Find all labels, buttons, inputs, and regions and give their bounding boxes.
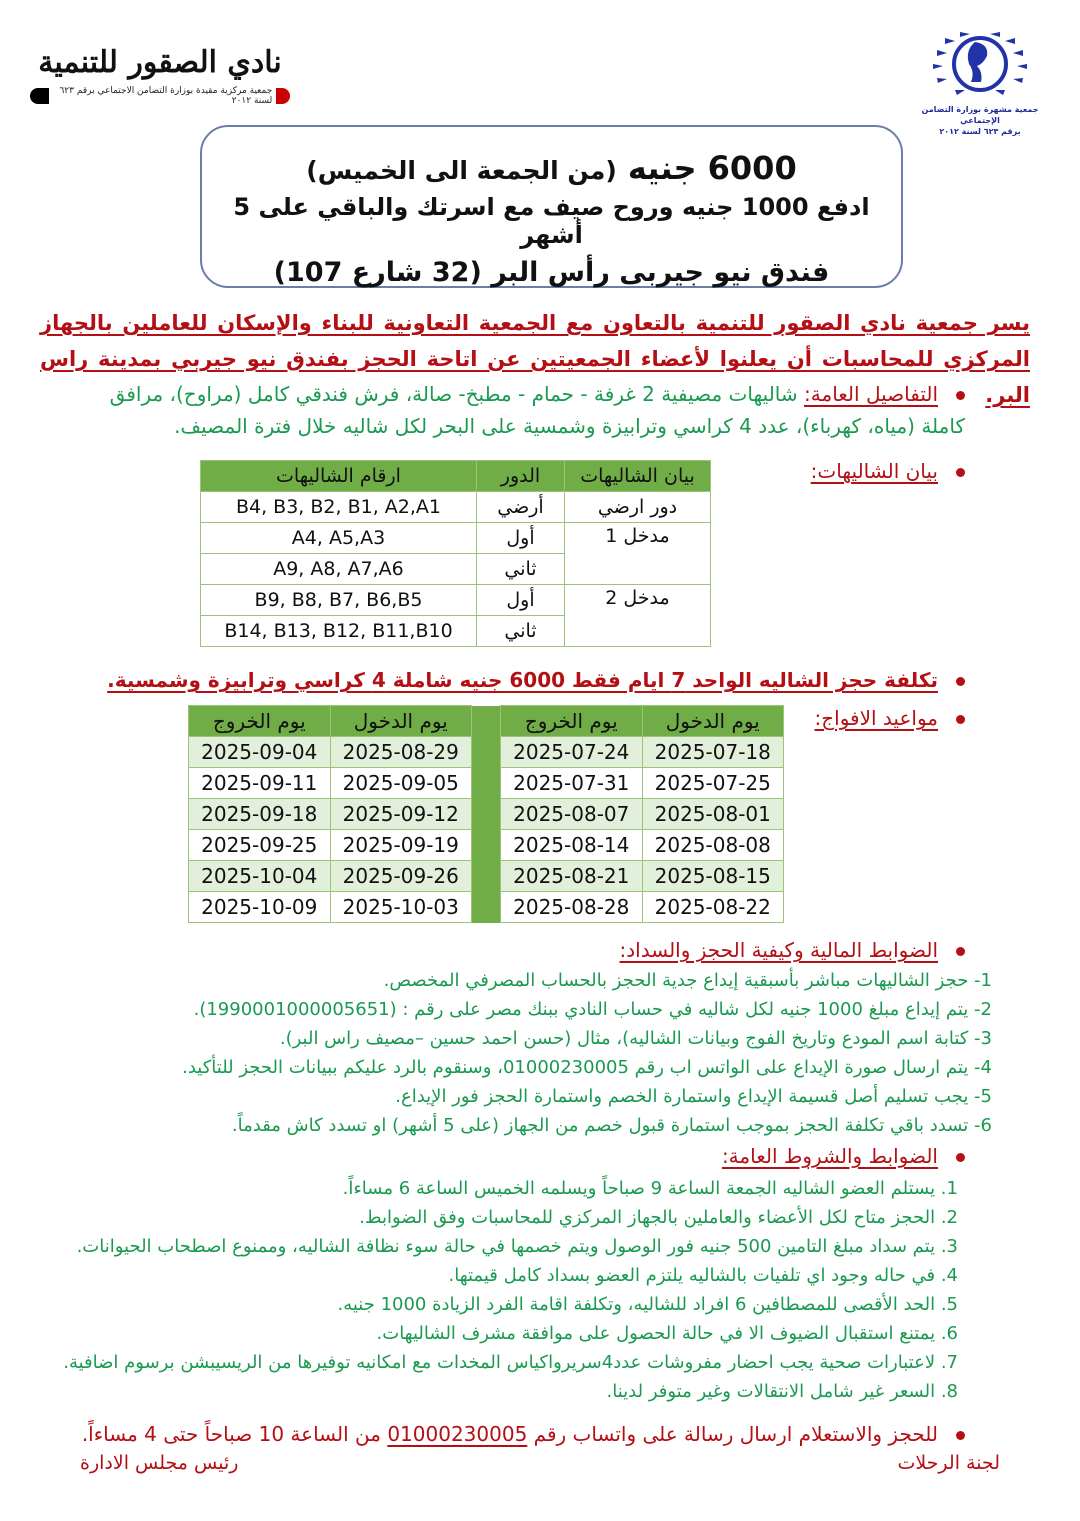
period: (من الجمعة الى الخميس) xyxy=(306,156,617,185)
gap-column xyxy=(472,892,501,923)
list-item: 1- حجز الشاليهات مباشر بأسبقية إيداع جدية الحجز بالحساب المصرفي المخصص. xyxy=(383,970,992,991)
emblem-caption-1: جمعية مشهرة بوزارة التضامن الإجتماعي xyxy=(921,105,1039,125)
signature-board-chairman: رئيس مجلس الادارة xyxy=(80,1452,239,1474)
table-row xyxy=(201,523,711,554)
table-row xyxy=(189,830,784,861)
list-item: 3- كتابة اسم المودع وتاريخ الفوج وبيانات الشاليه)، مثال (حسن احمد حسين –مصيف راس البر). xyxy=(279,1028,992,1049)
date-cell: 2025-09-26 xyxy=(330,861,472,892)
chalets-table xyxy=(200,460,711,647)
contact-line xyxy=(82,1418,965,1450)
contact-text: للحجز والاستعلام ارسال رسالة على واتساب رقم xyxy=(527,1422,938,1446)
date-cell: 2025-07-31 xyxy=(501,768,643,799)
bullet-icon xyxy=(956,1431,965,1440)
logo-subtitle-text: جمعية مركزية مقيدة بوزارة التضامن الاجتماعي برقم ٦٢٣ لسنة ٢٠١٢ xyxy=(59,86,273,106)
gap-column xyxy=(472,861,501,892)
offer-header-box xyxy=(200,125,903,288)
club-logo-subtitle xyxy=(30,86,290,106)
payment-line: ادفع 1000 جنيه وروح صيف مع اسرتك والباقي على 5 أشهر xyxy=(233,193,870,249)
cell: أول xyxy=(477,523,565,554)
cell: أرضي xyxy=(477,492,565,523)
table-row xyxy=(189,861,784,892)
general-details xyxy=(105,378,965,442)
cell: A9, A8, A7,A6 xyxy=(201,554,477,585)
date-cell: 2025-08-08 xyxy=(642,830,784,861)
intro-paragraph: يسر جمعية نادي الصقور للتنمية بالتعاون مع الجمعية التعاونية للبناء والإسكان للعاملين بالجهاز المركزي للمحاسبات أن يعلنوا لأعضاء الجمعيتين عن اتاحة الحجز بفندق نيو جيربي بمدينة راس البر. xyxy=(40,311,1030,407)
date-cell: 2025-09-12 xyxy=(330,799,472,830)
table-row xyxy=(189,768,784,799)
list-item: 3. يتم سداد مبلغ التامين 500 جنيه فور الوصول ويتم خصمها في حالة سوء نظافة الشاليه، وممنوع اصطحاب الحيوانات. xyxy=(76,1236,958,1257)
chalets-heading xyxy=(811,455,965,487)
list-item: 8. السعر غير شامل الانتقالات وغير متوفر لدينا. xyxy=(606,1381,958,1402)
cell: ثاني xyxy=(477,616,565,647)
date-cell: 2025-09-11 xyxy=(189,768,331,799)
col-header: الدور xyxy=(477,461,565,492)
cost-line xyxy=(107,664,965,696)
gap-column xyxy=(472,768,501,799)
whatsapp-number: 01000230005 xyxy=(387,1422,528,1446)
list-item: 1. يستلم العضو الشاليه الجمعة الساعة 9 صباحاً ويسلمه الخميس الساعة 6 مساءاً. xyxy=(342,1178,958,1199)
table-row xyxy=(201,585,711,616)
terms-list xyxy=(63,1174,958,1406)
cell: B14, B13, B12, B11,B10 xyxy=(201,616,477,647)
date-cell: 2025-08-29 xyxy=(330,737,472,768)
date-cell: 2025-08-01 xyxy=(642,799,784,830)
cell: مدخل 1 xyxy=(565,523,711,585)
date-cell: 2025-09-18 xyxy=(189,799,331,830)
date-cell: 2025-07-24 xyxy=(501,737,643,768)
financial-heading xyxy=(620,934,965,966)
terms-label: الضوابط والشروط العامة: xyxy=(721,1144,938,1168)
cell: ثاني xyxy=(477,554,565,585)
signature-trips-committee: لجنة الرحلات xyxy=(897,1452,1000,1474)
contact-hours: من الساعة 10 صباحاً حتى 4 مساءاً. xyxy=(81,1422,388,1446)
list-item: 2- يتم إيداع مبلغ 1000 جنيه لكل شاليه في حساب النادي ببنك مصر على رقم : (1990001000005651). xyxy=(193,999,992,1020)
gap-column xyxy=(472,799,501,830)
bullet-icon xyxy=(956,468,965,477)
cell: B4, B3, B2, B1, A2,A1 xyxy=(201,492,477,523)
hotel-line: فندق نيو جيربى رأس البر (32 شارع 107) xyxy=(273,257,830,288)
bullet-icon xyxy=(956,947,965,956)
general-details-label: التفاصيل العامة: xyxy=(804,382,938,406)
col-header: بيان الشاليهات xyxy=(565,461,711,492)
list-item: 4. في حاله وجود اي تلفيات بالشاليه يلتزم العضو بسداد كامل قيمتها. xyxy=(448,1265,958,1286)
club-logo-name: نادي الصقور للتنمية xyxy=(38,45,282,80)
logo-red-shape xyxy=(276,88,290,104)
date-cell: 2025-10-09 xyxy=(189,892,331,923)
date-cell: 2025-09-05 xyxy=(330,768,472,799)
date-cell: 2025-09-04 xyxy=(189,737,331,768)
bullet-icon xyxy=(956,677,965,686)
date-cell: 2025-10-04 xyxy=(189,861,331,892)
list-item: 6. يمتنع استقبال الضيوف الا في حالة الحصول على موافقة مشرف الشاليهات. xyxy=(376,1323,958,1344)
chalets-label: بيان الشاليهات: xyxy=(810,459,938,483)
emblem-caption-2: برقم ٦٢٣ لسنة ٢٠١٢ xyxy=(939,127,1021,136)
general-details-text: شاليهات مصيفية 2 غرفة - حمام - مطبخ- صالة، فرش فندقي كامل (مراوح)، مرافق كاملة (مياه، كهرباء)، عدد 4 كراسي وترابيزة وشمسية على البحر لكل شاليه خلال فترة المصيف. xyxy=(109,382,965,438)
col-header: يوم الخروج xyxy=(189,706,331,737)
cell: أول xyxy=(477,585,565,616)
list-item: 4- يتم ارسال صورة الإيداع على الواتس اب رقم 01000230005، وسنقوم بالرد عليكم ببيانات الحجز للتأكيد. xyxy=(182,1057,992,1078)
gap-column xyxy=(472,706,501,737)
table-row xyxy=(189,892,784,923)
club-logo xyxy=(30,45,290,125)
cell: B9, B8, B7, B6,B5 xyxy=(201,585,477,616)
cell: مدخل 2 xyxy=(565,585,711,647)
table-row xyxy=(201,492,711,523)
list-item: 7. لاعتبارات صحية يجب احضار مفروشات عدد4سريرواكياس المخدات مع امكانيه توفيرها من الريسيبشن برسوم اضافية. xyxy=(63,1352,958,1373)
batches-heading xyxy=(815,702,966,734)
date-cell: 2025-07-18 xyxy=(642,737,784,768)
eagle-emblem-logo xyxy=(905,28,1055,136)
financial-list xyxy=(182,966,992,1140)
date-cell: 2025-08-07 xyxy=(501,799,643,830)
cell: دور ارضي xyxy=(565,492,711,523)
date-cell: 2025-09-19 xyxy=(330,830,472,861)
bullet-icon xyxy=(956,1153,965,1162)
batches-table xyxy=(188,705,784,923)
price: 6000 جنيه xyxy=(627,149,797,187)
list-item: 6- تسدد باقي تكلفة الحجز بموجب استمارة قبول خصم من الجهاز (على 5 أشهر) او تسدد كاش مقدماً. xyxy=(231,1115,992,1136)
terms-heading xyxy=(722,1140,965,1172)
financial-label: الضوابط المالية وكيفية الحجز والسداد: xyxy=(619,938,938,962)
col-header: ارقام الشاليهات xyxy=(201,461,477,492)
col-header: يوم الدخول xyxy=(642,706,784,737)
date-cell: 2025-08-28 xyxy=(501,892,643,923)
list-item: 5- يجب تسليم أصل قسيمة الإيداع واستمارة الخصم واستمارة الحجز فور الإيداع. xyxy=(395,1086,992,1107)
gap-column xyxy=(472,830,501,861)
date-cell: 2025-08-22 xyxy=(642,892,784,923)
date-cell: 2025-08-21 xyxy=(501,861,643,892)
list-item: 2. الحجز متاح لكل الأعضاء والعاملين بالجهاز المركزي للمحاسبات وفق الضوابط. xyxy=(359,1207,958,1228)
table-row xyxy=(189,737,784,768)
table-row xyxy=(189,799,784,830)
date-cell: 2025-08-14 xyxy=(501,830,643,861)
bullet-icon xyxy=(956,715,965,724)
date-cell: 2025-07-25 xyxy=(642,768,784,799)
col-header: يوم الخروج xyxy=(501,706,643,737)
batches-label: مواعيد الافواج: xyxy=(814,706,938,730)
logo-black-shape xyxy=(30,88,49,104)
list-item: 5. الحد الأقصى للمصطافين 6 افراد للشاليه، وتكلفة اقامة الفرد الزيادة 1000 جنيه. xyxy=(337,1294,958,1315)
date-cell: 2025-09-25 xyxy=(189,830,331,861)
date-cell: 2025-08-15 xyxy=(642,861,784,892)
cost-text: تكلفة حجز الشاليه الواحد 7 ايام فقط 6000 جنيه شاملة 4 كراسي وترابيزة وشمسية. xyxy=(107,668,938,692)
eagle-wreath-icon xyxy=(925,28,1035,100)
col-header: يوم الدخول xyxy=(330,706,472,737)
date-cell: 2025-10-03 xyxy=(330,892,472,923)
bullet-icon xyxy=(956,391,965,400)
gap-column xyxy=(472,737,501,768)
price-line xyxy=(202,149,901,187)
cell: A4, A5,A3 xyxy=(201,523,477,554)
